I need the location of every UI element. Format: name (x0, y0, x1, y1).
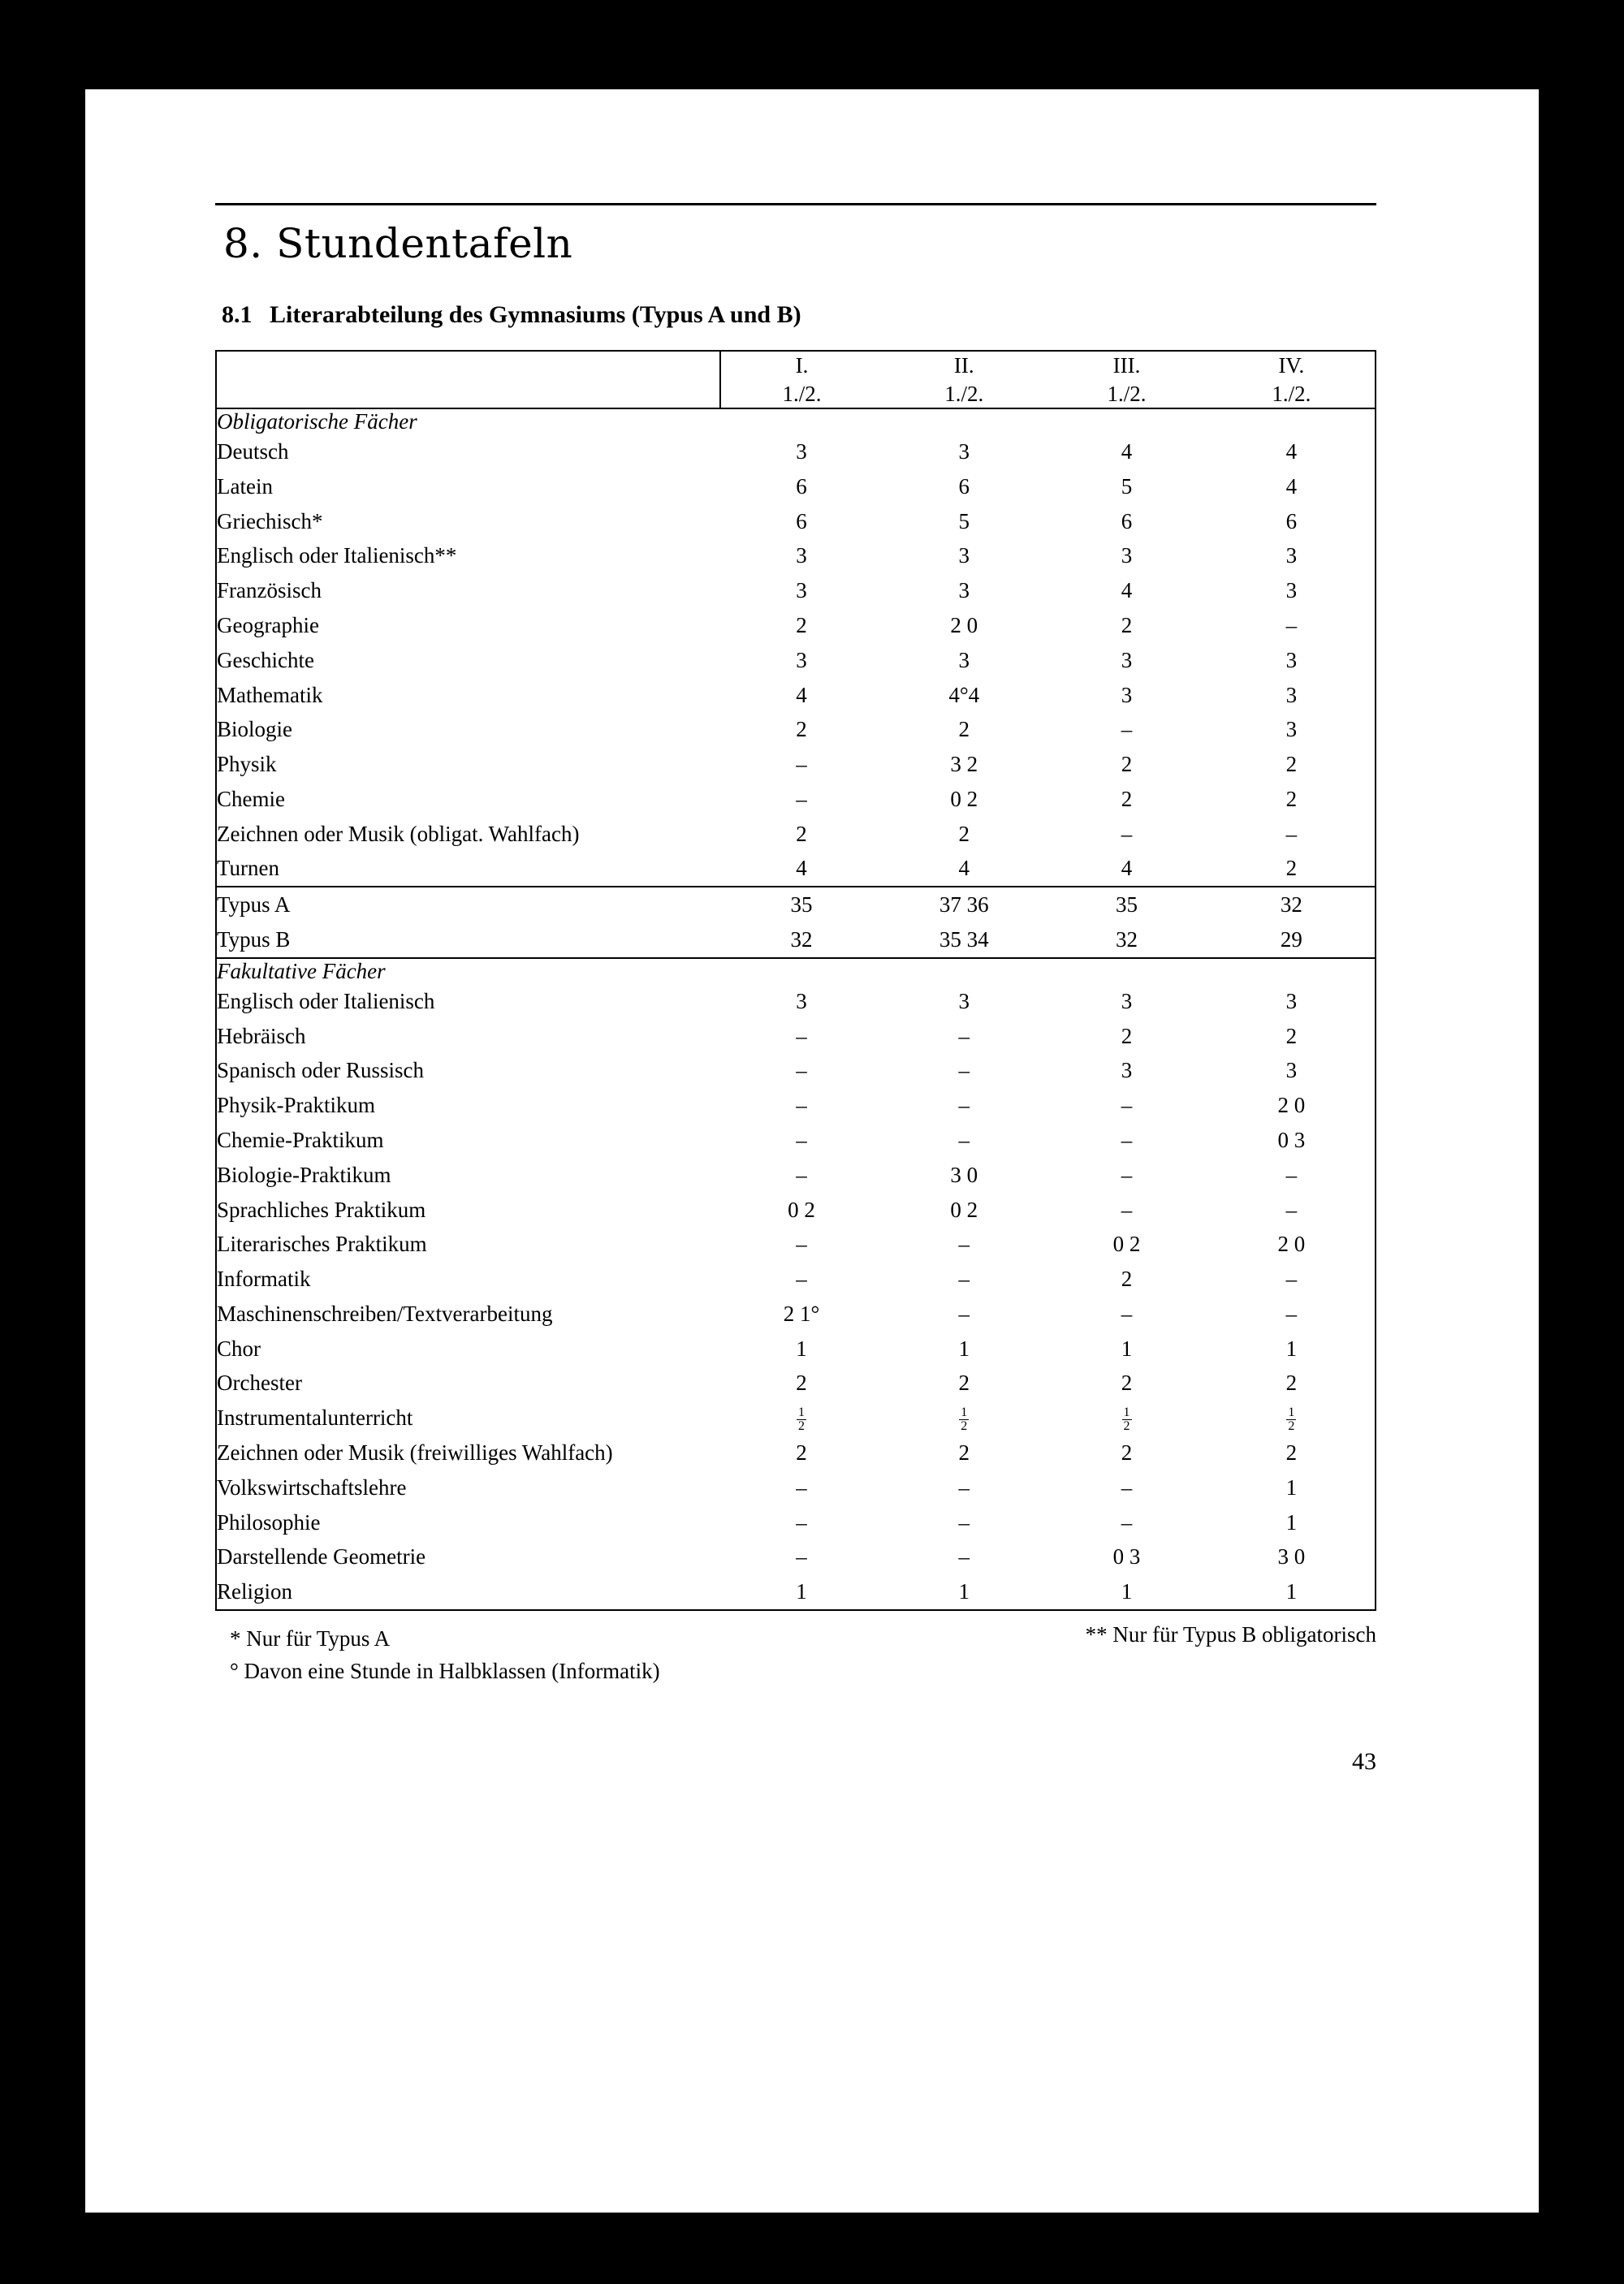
row-label: Biologie (217, 717, 292, 742)
row-label: Chor (217, 1336, 261, 1361)
cell-value: 2 (796, 613, 807, 637)
cell-value: 5 (958, 508, 970, 533)
cell-value: 3 (958, 543, 970, 568)
cell-value: 3 (796, 578, 807, 603)
cell-value: 3 (958, 988, 970, 1013)
cell-value: – (796, 1544, 807, 1569)
cell-value: – (1121, 1093, 1133, 1118)
cell-value: 3 (1285, 647, 1298, 672)
row-label: Griechisch* (217, 508, 323, 533)
cell-value: 0 2 (1112, 1232, 1141, 1257)
header-col-2-sub: 1./2. (944, 381, 984, 406)
header-col-1 (720, 351, 883, 408)
cell-value: 32 (1116, 927, 1138, 952)
cell-value: 35 (1116, 892, 1138, 917)
cell-value: 2 (1121, 1023, 1133, 1048)
row-label: Zeichnen oder Musik (freiwilliges Wahlfach) (217, 1440, 613, 1465)
cell-value: – (796, 1093, 807, 1118)
footnote-asterisk: * Nur für Typus A (230, 1626, 391, 1651)
cell-value: – (796, 1267, 807, 1292)
cell-value: – (1121, 821, 1133, 846)
group2-title-pad-2 (883, 958, 1045, 984)
cell-value: 6 (796, 508, 807, 533)
cell-value: – (796, 1509, 807, 1535)
header-col-3-sub: 1./2. (1107, 381, 1147, 406)
cell-value: – (1121, 1162, 1133, 1187)
cell-value: 6 (796, 473, 807, 499)
header-col-1-sub: 1./2. (782, 381, 822, 406)
cell-value: 2 (1285, 1371, 1298, 1396)
cell-value-fraction: $\frac{1}{2}$ (961, 1405, 968, 1434)
row-label: Latein (217, 473, 273, 499)
group-title-row-obligatorische (216, 408, 1376, 434)
row-label: Religion (217, 1579, 292, 1604)
header-col-1-roman: I. (795, 353, 809, 378)
group2-col4-values (1208, 984, 1376, 1610)
header-col-3 (1045, 351, 1207, 408)
table-header-row (216, 351, 1376, 408)
cell-value: 1 (1285, 1474, 1298, 1500)
cell-value: 3 (1285, 682, 1298, 707)
page-title (223, 220, 1405, 267)
cell-value: – (958, 1267, 970, 1292)
chapter-title: Stundentafeln (276, 220, 573, 267)
cell-value: 2 (796, 821, 807, 846)
cell-value: 1 (1121, 1579, 1133, 1604)
cell-value: – (1285, 821, 1298, 846)
cell-value: 2 (1285, 1440, 1298, 1465)
cell-value: 2 (1121, 752, 1133, 777)
cell-value-fraction: $\frac{1}{2}$ (1288, 1405, 1295, 1434)
cell-value: 5 (1121, 473, 1133, 499)
cell-value: 2 (1121, 1267, 1133, 1292)
group1-col2-values (883, 434, 1045, 886)
cell-value: 37 36 (939, 892, 989, 917)
header-rule (215, 203, 1376, 205)
cell-value: 4 (796, 856, 807, 881)
cell-value: – (796, 1023, 807, 1048)
cell-value: – (796, 1127, 807, 1152)
group1-col1-values (720, 434, 883, 886)
group2-col2-values (883, 984, 1045, 1610)
document-page (85, 89, 1539, 2213)
cell-value: 3 (1121, 543, 1133, 568)
cell-value: 2 (1285, 786, 1298, 811)
cell-value: 3 (1285, 578, 1298, 603)
cell-value-fraction: $\frac{1}{2}$ (797, 1405, 805, 1434)
group2-title-pad-1 (720, 958, 883, 984)
cell-value: 3 (1285, 717, 1298, 742)
cell-value: 3 (796, 439, 807, 464)
cell-value: 1 (958, 1336, 970, 1361)
cell-value: 1 (796, 1579, 807, 1604)
row-label: Literarisches Praktikum (217, 1232, 427, 1257)
cell-value: 2 (958, 821, 970, 846)
cell-value: 2 (958, 1440, 970, 1465)
row-label: Zeichnen oder Musik (obligat. Wahlfach) (217, 821, 580, 846)
cell-value: 3 (1121, 647, 1133, 672)
footnote-degree: ° Davon eine Stunde in Halbklassen (Informatik) (230, 1659, 660, 1684)
cell-value: – (958, 1232, 970, 1257)
cell-value: 4°4 (948, 682, 980, 707)
cell-value: 3 (958, 439, 970, 464)
totals-col3 (1045, 887, 1207, 957)
cell-value: 4 (796, 682, 807, 707)
cell-value: 6 (1121, 508, 1133, 533)
cell-value: 4 (1285, 473, 1298, 499)
cell-value: 2 (1121, 1371, 1133, 1396)
table-row (216, 984, 1376, 1610)
row-label: Chemie (217, 786, 285, 811)
row-label: Chemie-Praktikum (217, 1127, 384, 1152)
cell-value: – (1121, 1127, 1133, 1152)
row-label: Turnen (217, 856, 280, 881)
cell-value: – (1285, 1301, 1298, 1326)
footnote-double-asterisk: ** Nur für Typus B obligatorisch (1085, 1621, 1376, 1647)
cell-value: 2 0 (950, 613, 978, 637)
cell-value: 2 (1285, 752, 1298, 777)
group1-title-pad-1 (720, 408, 883, 434)
group1-title: Obligatorische Fächer (217, 409, 417, 434)
cell-value: – (958, 1474, 970, 1500)
cell-value: 4 (1121, 439, 1133, 464)
cell-value: 3 (1285, 1058, 1298, 1083)
cell-value: 3 (796, 647, 807, 672)
cell-value: 2 (1121, 786, 1133, 811)
cell-value: 6 (1285, 508, 1298, 533)
cell-value: 2 (1121, 1440, 1133, 1465)
cell-value: 3 (958, 647, 970, 672)
cell-value: – (1121, 1474, 1133, 1500)
cell-value: – (796, 786, 807, 811)
cell-value: – (1121, 1509, 1133, 1535)
totals-col4 (1208, 887, 1376, 957)
group1-col3-values (1045, 434, 1207, 886)
group2-title: Fakultative Fächer (217, 958, 386, 983)
row-label: Geographie (217, 613, 319, 637)
header-col-2-roman: II. (953, 353, 974, 378)
group1-col4-values (1208, 434, 1376, 886)
cell-value: – (796, 1162, 807, 1187)
row-label: Englisch oder Italienisch (217, 988, 435, 1013)
row-label: Geschichte (217, 647, 314, 672)
cell-value: – (796, 1474, 807, 1500)
cell-value: 29 (1280, 927, 1302, 952)
cell-value: – (958, 1509, 970, 1535)
cell-value: 0 2 (950, 786, 978, 811)
cell-value: 4 (1121, 578, 1133, 603)
cell-value: 3 (796, 543, 807, 568)
row-label: Informatik (217, 1267, 311, 1292)
header-col-2 (883, 351, 1045, 408)
totals-row (216, 887, 1376, 957)
totals-col2 (883, 887, 1045, 957)
cell-value: 1 (796, 1336, 807, 1361)
cell-value: 35 (790, 892, 813, 917)
cell-value: 0 2 (950, 1197, 978, 1222)
cell-value: 0 2 (788, 1197, 815, 1222)
cell-value: 0 3 (1112, 1544, 1141, 1569)
group2-title-pad-3 (1045, 958, 1207, 984)
cell-value: – (958, 1544, 970, 1569)
totals-col1 (720, 887, 883, 957)
row-label: Typus B (217, 927, 291, 952)
group2-col1-values (720, 984, 883, 1610)
cell-value: 0 3 (1277, 1127, 1306, 1152)
cell-value: 2 (796, 717, 807, 742)
cell-value: – (958, 1058, 970, 1083)
row-label: Französisch (217, 578, 322, 603)
section-title: Literarabteilung des Gymnasiums (Typus A und B) (270, 301, 801, 328)
row-label: Spanisch oder Russisch (217, 1058, 424, 1083)
cell-value: 2 (1285, 1023, 1298, 1048)
group2-col3-values (1045, 984, 1207, 1610)
cell-value: 3 (958, 578, 970, 603)
page-content (215, 203, 1405, 1776)
header-col-4 (1208, 351, 1376, 408)
cell-value: 3 (1121, 682, 1133, 707)
table-row (216, 434, 1376, 886)
row-label: Orchester (217, 1371, 302, 1396)
cell-value: 2 (796, 1371, 807, 1396)
cell-value: 2 (958, 717, 970, 742)
group1-title-pad-2 (883, 408, 1045, 434)
page-number: 43 (1352, 1747, 1376, 1775)
cell-value: 6 (958, 473, 970, 499)
group-title-row-fakultative (216, 958, 1376, 984)
header-blank-cell (216, 351, 720, 408)
row-label: Hebräisch (217, 1023, 306, 1048)
group1-title-pad-3 (1045, 408, 1207, 434)
cell-value: – (958, 1023, 970, 1048)
row-label: Maschinenschreiben/Textverarbeitung (217, 1301, 553, 1326)
group2-labels (216, 984, 720, 1610)
cell-value: 1 (1285, 1336, 1298, 1361)
header-col-3-roman: III. (1112, 353, 1141, 378)
cell-value: 2 (1121, 613, 1133, 637)
cell-value: – (796, 1232, 807, 1257)
cell-value: – (1285, 1197, 1298, 1222)
row-label: Physik (217, 752, 277, 777)
header-col-4-roman: IV. (1278, 353, 1305, 378)
group1-labels (216, 434, 720, 886)
stundentafel-table (215, 350, 1376, 1611)
cell-value: 3 (1121, 988, 1133, 1013)
row-label: Darstellende Geometrie (217, 1544, 426, 1569)
row-label: Biologie-Praktikum (217, 1162, 391, 1187)
row-label: Physik-Praktikum (217, 1093, 376, 1118)
cell-value: – (958, 1301, 970, 1326)
cell-value: 32 (790, 927, 813, 952)
totals-labels (216, 887, 720, 957)
section-heading (222, 301, 1405, 329)
cell-value: 4 (1285, 439, 1298, 464)
cell-value: 2 1° (783, 1301, 820, 1326)
cell-value: 1 (1121, 1336, 1133, 1361)
row-label: Philosophie (217, 1509, 321, 1535)
cell-value: 3 0 (950, 1162, 978, 1187)
cell-value: 3 (796, 988, 807, 1013)
cell-value: – (1121, 1197, 1133, 1222)
row-label: Volkswirtschaftslehre (217, 1474, 407, 1500)
cell-value: 1 (1285, 1579, 1298, 1604)
cell-value: 3 (1285, 988, 1298, 1013)
cell-value: – (1121, 1301, 1133, 1326)
row-label: Instrumentalunterricht (217, 1405, 413, 1431)
cell-value: 4 (958, 856, 970, 881)
cell-value: 4 (1121, 856, 1133, 881)
cell-value-fraction: $\frac{1}{2}$ (1123, 1405, 1130, 1434)
group2-title-pad-4 (1208, 958, 1376, 984)
section-number: 8.1 (222, 301, 253, 328)
cell-value: – (796, 1058, 807, 1083)
cell-value: – (958, 1127, 970, 1152)
cell-value: 2 0 (1277, 1232, 1306, 1257)
row-label: Deutsch (217, 439, 289, 464)
header-col-4-sub: 1./2. (1272, 381, 1311, 406)
cell-value: – (1121, 717, 1133, 742)
row-label: Sprachliches Praktikum (217, 1197, 426, 1222)
cell-value: 3 (1121, 1058, 1133, 1083)
cell-value: 2 (796, 1440, 807, 1465)
cell-value: 2 (1285, 856, 1298, 881)
cell-value: – (796, 752, 807, 777)
cell-value: 35 34 (939, 927, 989, 952)
cell-value: – (1285, 613, 1298, 637)
cell-value: 3 (1285, 543, 1298, 568)
cell-value: – (958, 1093, 970, 1118)
row-label: Mathematik (217, 682, 323, 707)
cell-value: 2 0 (1277, 1093, 1306, 1118)
cell-value: – (1285, 1162, 1298, 1187)
row-label: Typus A (217, 892, 291, 917)
cell-value: 2 (958, 1371, 970, 1396)
group1-title-pad-4 (1208, 408, 1376, 434)
chapter-number: 8. (223, 220, 263, 267)
cell-value: 1 (958, 1579, 970, 1604)
footnotes (215, 1622, 1376, 1688)
cell-value: 1 (1285, 1509, 1298, 1535)
cell-value: 32 (1280, 892, 1302, 917)
cell-value: 3 0 (1277, 1544, 1306, 1569)
cell-value: 3 2 (950, 752, 978, 777)
cell-value: – (1285, 1267, 1298, 1292)
row-label: Englisch oder Italienisch** (217, 543, 457, 568)
